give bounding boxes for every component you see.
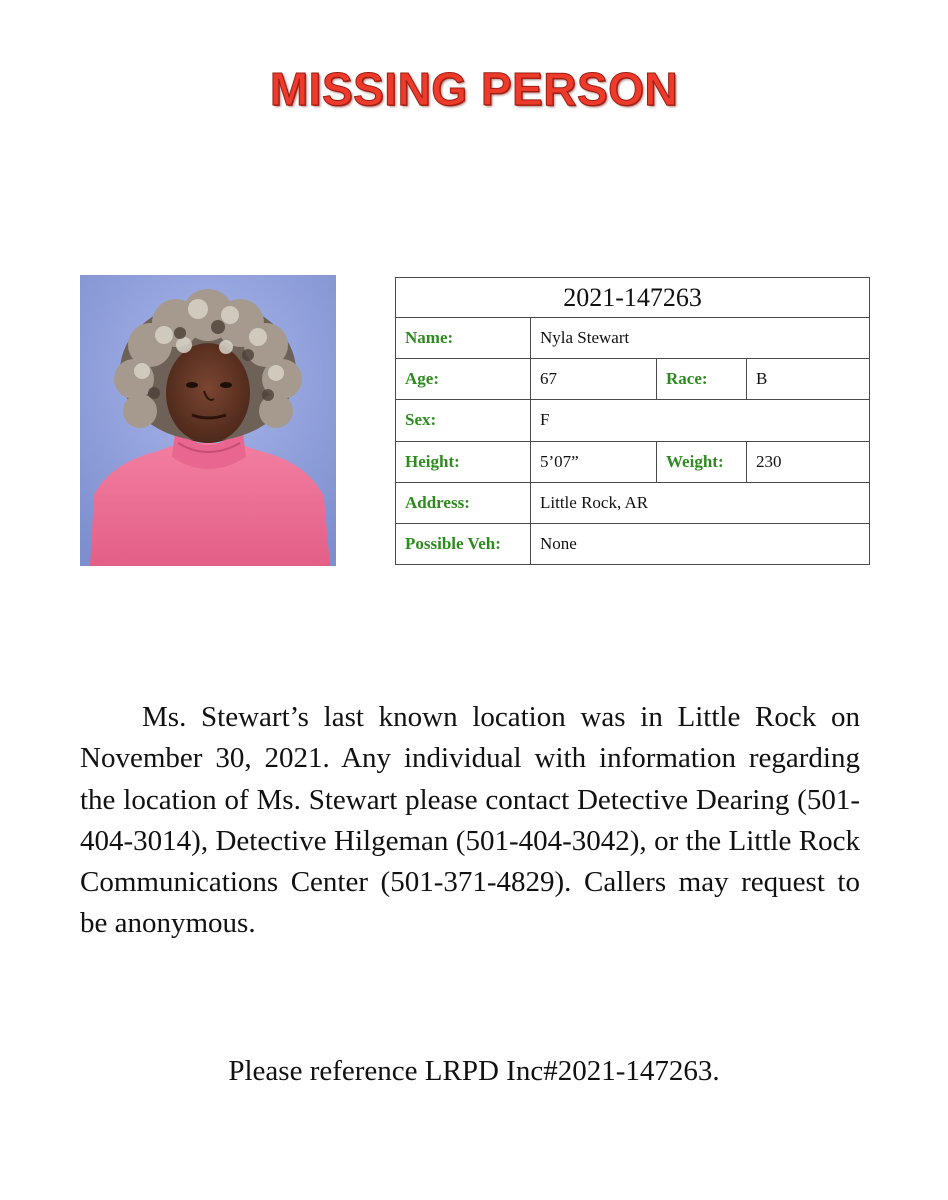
- weight-value: 230: [747, 441, 870, 482]
- address-value: Little Rock, AR: [531, 482, 870, 523]
- case-number-row: [396, 278, 870, 318]
- case-number: 2021-147263: [396, 278, 870, 318]
- name-value: Nyla Stewart: [531, 318, 870, 359]
- vehicle-value: None: [531, 523, 870, 564]
- age-race-row: [396, 359, 870, 400]
- height-label: Height:: [396, 441, 531, 482]
- vehicle-label: Possible Veh:: [396, 523, 531, 564]
- age-value: 67: [531, 359, 657, 400]
- weight-label: Weight:: [657, 441, 747, 482]
- age-label: Age:: [396, 359, 531, 400]
- vehicle-row: [396, 523, 870, 564]
- address-label: Address:: [396, 482, 531, 523]
- name-label: Name:: [396, 318, 531, 359]
- address-row: [396, 482, 870, 523]
- poster-title: MISSING PERSON: [269, 63, 679, 115]
- person-photo-icon: [80, 275, 336, 566]
- person-details-table: [395, 277, 870, 565]
- height-weight-row: [396, 441, 870, 482]
- sex-label: Sex:: [396, 400, 531, 441]
- race-value: B: [747, 359, 870, 400]
- sex-value: F: [531, 400, 870, 441]
- reference-line: Please reference LRPD Inc#2021-147263.: [228, 1055, 720, 1087]
- height-value: 5’07”: [531, 441, 657, 482]
- race-label: Race:: [657, 359, 747, 400]
- person-photo: [80, 275, 336, 566]
- sex-row: [396, 400, 870, 441]
- details-paragraph: Ms. Stewart’s last known location was in Little Rock on November 30, 2021. Any individual with information regarding the location of Ms. Stewart please contact Detective Dearing (501-404-3014), Detective Hilgeman (501-404-3042), or the Little Rock Communications Center (501-371-4829). Callers may request to be anonymous.: [80, 701, 860, 940]
- name-row: [396, 318, 870, 359]
